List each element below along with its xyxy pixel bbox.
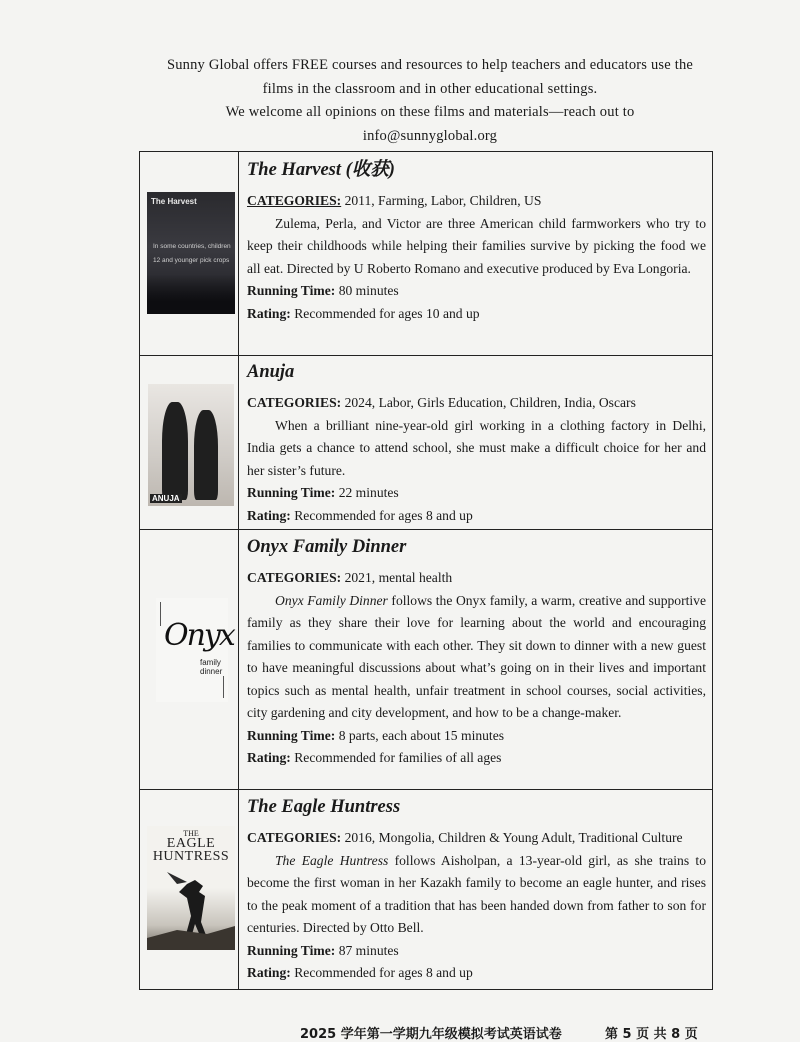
film-row-harvest xyxy=(140,152,712,355)
film-rating: Rating: Recommended for families of all ages xyxy=(247,750,502,765)
film-title: The Harvest (收获) xyxy=(247,160,395,180)
film-title: The Eagle Huntress xyxy=(247,797,401,817)
film-info xyxy=(247,533,706,770)
film-title: Anuja xyxy=(247,362,295,382)
anuja-poster xyxy=(148,384,234,506)
poster-title-line: EAGLE xyxy=(166,836,216,851)
intro-text xyxy=(140,54,720,148)
poster-cell xyxy=(140,356,238,529)
film-rating: Rating: Recommended for ages 10 and up xyxy=(247,305,480,321)
film-categories: CATEGORIES: 2016, Mongolia, Children & Young Adult, Traditional Culture xyxy=(247,830,683,845)
poster-title-line: THE xyxy=(183,829,199,838)
film-running-time: Running Time: 22 minutes xyxy=(247,485,399,500)
poster-title: Onyx xyxy=(164,618,234,653)
poster-cell xyxy=(140,790,238,989)
film-info xyxy=(247,156,706,325)
intro-email: info@sunnyglobal.org xyxy=(362,127,498,144)
onyx-poster xyxy=(156,598,234,702)
film-title: Onyx Family Dinner xyxy=(247,537,407,557)
film-row-onyx xyxy=(140,529,712,789)
film-description: When a brilliant nine-year-old girl working in a clothing factory in Delhi, India gets a chance to attend school, she must make a difficult choice for her and her sister’s future. xyxy=(247,417,706,478)
page-footer xyxy=(300,1023,720,1042)
poster-subtitle: family dinner xyxy=(200,658,223,676)
film-rating: Rating: Recommended for ages 8 and up xyxy=(247,965,473,980)
poster-title: ANUJA xyxy=(152,494,180,503)
film-categories: CATEGORIES: 2011, Farming, Labor, Children, US xyxy=(247,193,542,208)
poster-title: The Harvest xyxy=(151,197,197,206)
harvest-poster xyxy=(147,192,235,314)
intro-line: films in the classroom and in other educational settings. xyxy=(262,80,598,97)
film-description: The Eagle Huntress follows Aisholpan, a 13-year-old girl, as she trains to become the first woman in her Kazakh family to become an eagle hunter, and rises to the peak moment of a tradition that has been handed down from father to son for centuries. Directed by Otto Bell. xyxy=(247,852,707,935)
poster-cell xyxy=(140,530,238,789)
poster-title-line: HUNTRESS xyxy=(152,849,230,864)
film-row-anuja xyxy=(140,355,712,529)
huntress-silhouette-icon xyxy=(147,826,235,950)
poster-tagline: In some countries, children 12 and younger pick crops xyxy=(153,243,231,264)
film-description: Zulema, Perla, and Victor are three American child farmworkers who try to keep their childhoods while helping their families survive by picking the food we all eat. Directed by U Roberto Romano and executive produced by Eva Longoria. xyxy=(247,215,706,276)
film-description: Onyx Family Dinner follows the Onyx family, a warm, creative and supportive family as they share their love for learning about the world and encouraging families to communicate with each other. They sit down to dinner with a new guest to have meaningful discussions about what’s going on in their lives and important topics such as mental health, unfair treatment in school courses, social activities, city gardening and city development, and how to be a change-maker. xyxy=(247,592,706,720)
film-categories: CATEGORIES: 2024, Labor, Girls Education, Children, India, Oscars xyxy=(247,395,636,410)
film-info xyxy=(247,358,706,527)
film-table xyxy=(139,151,713,990)
film-running-time: Running Time: 8 parts, each about 15 minutes xyxy=(247,727,505,743)
film-rating: Rating: Recommended for ages 8 and up xyxy=(247,507,473,523)
eagle-huntress-poster xyxy=(147,826,235,950)
poster-cell xyxy=(140,152,238,355)
exam-title: 2025 学年第一学期九年级模拟考试英语试卷 xyxy=(300,1027,562,1042)
intro-line: Sunny Global offers FREE courses and resources to help teachers and educators use the xyxy=(166,57,694,73)
film-categories: CATEGORIES: 2021, mental health xyxy=(247,570,453,585)
film-row-eagle-huntress xyxy=(140,789,712,989)
page-number: 第 5 页 共 8 页 xyxy=(605,1027,698,1042)
film-running-time: Running Time: 80 minutes xyxy=(247,283,399,298)
intro-line: We welcome all opinions on these films and materials—reach out to xyxy=(225,104,635,120)
film-info xyxy=(247,793,706,985)
film-running-time: Running Time: 87 minutes xyxy=(247,942,399,958)
